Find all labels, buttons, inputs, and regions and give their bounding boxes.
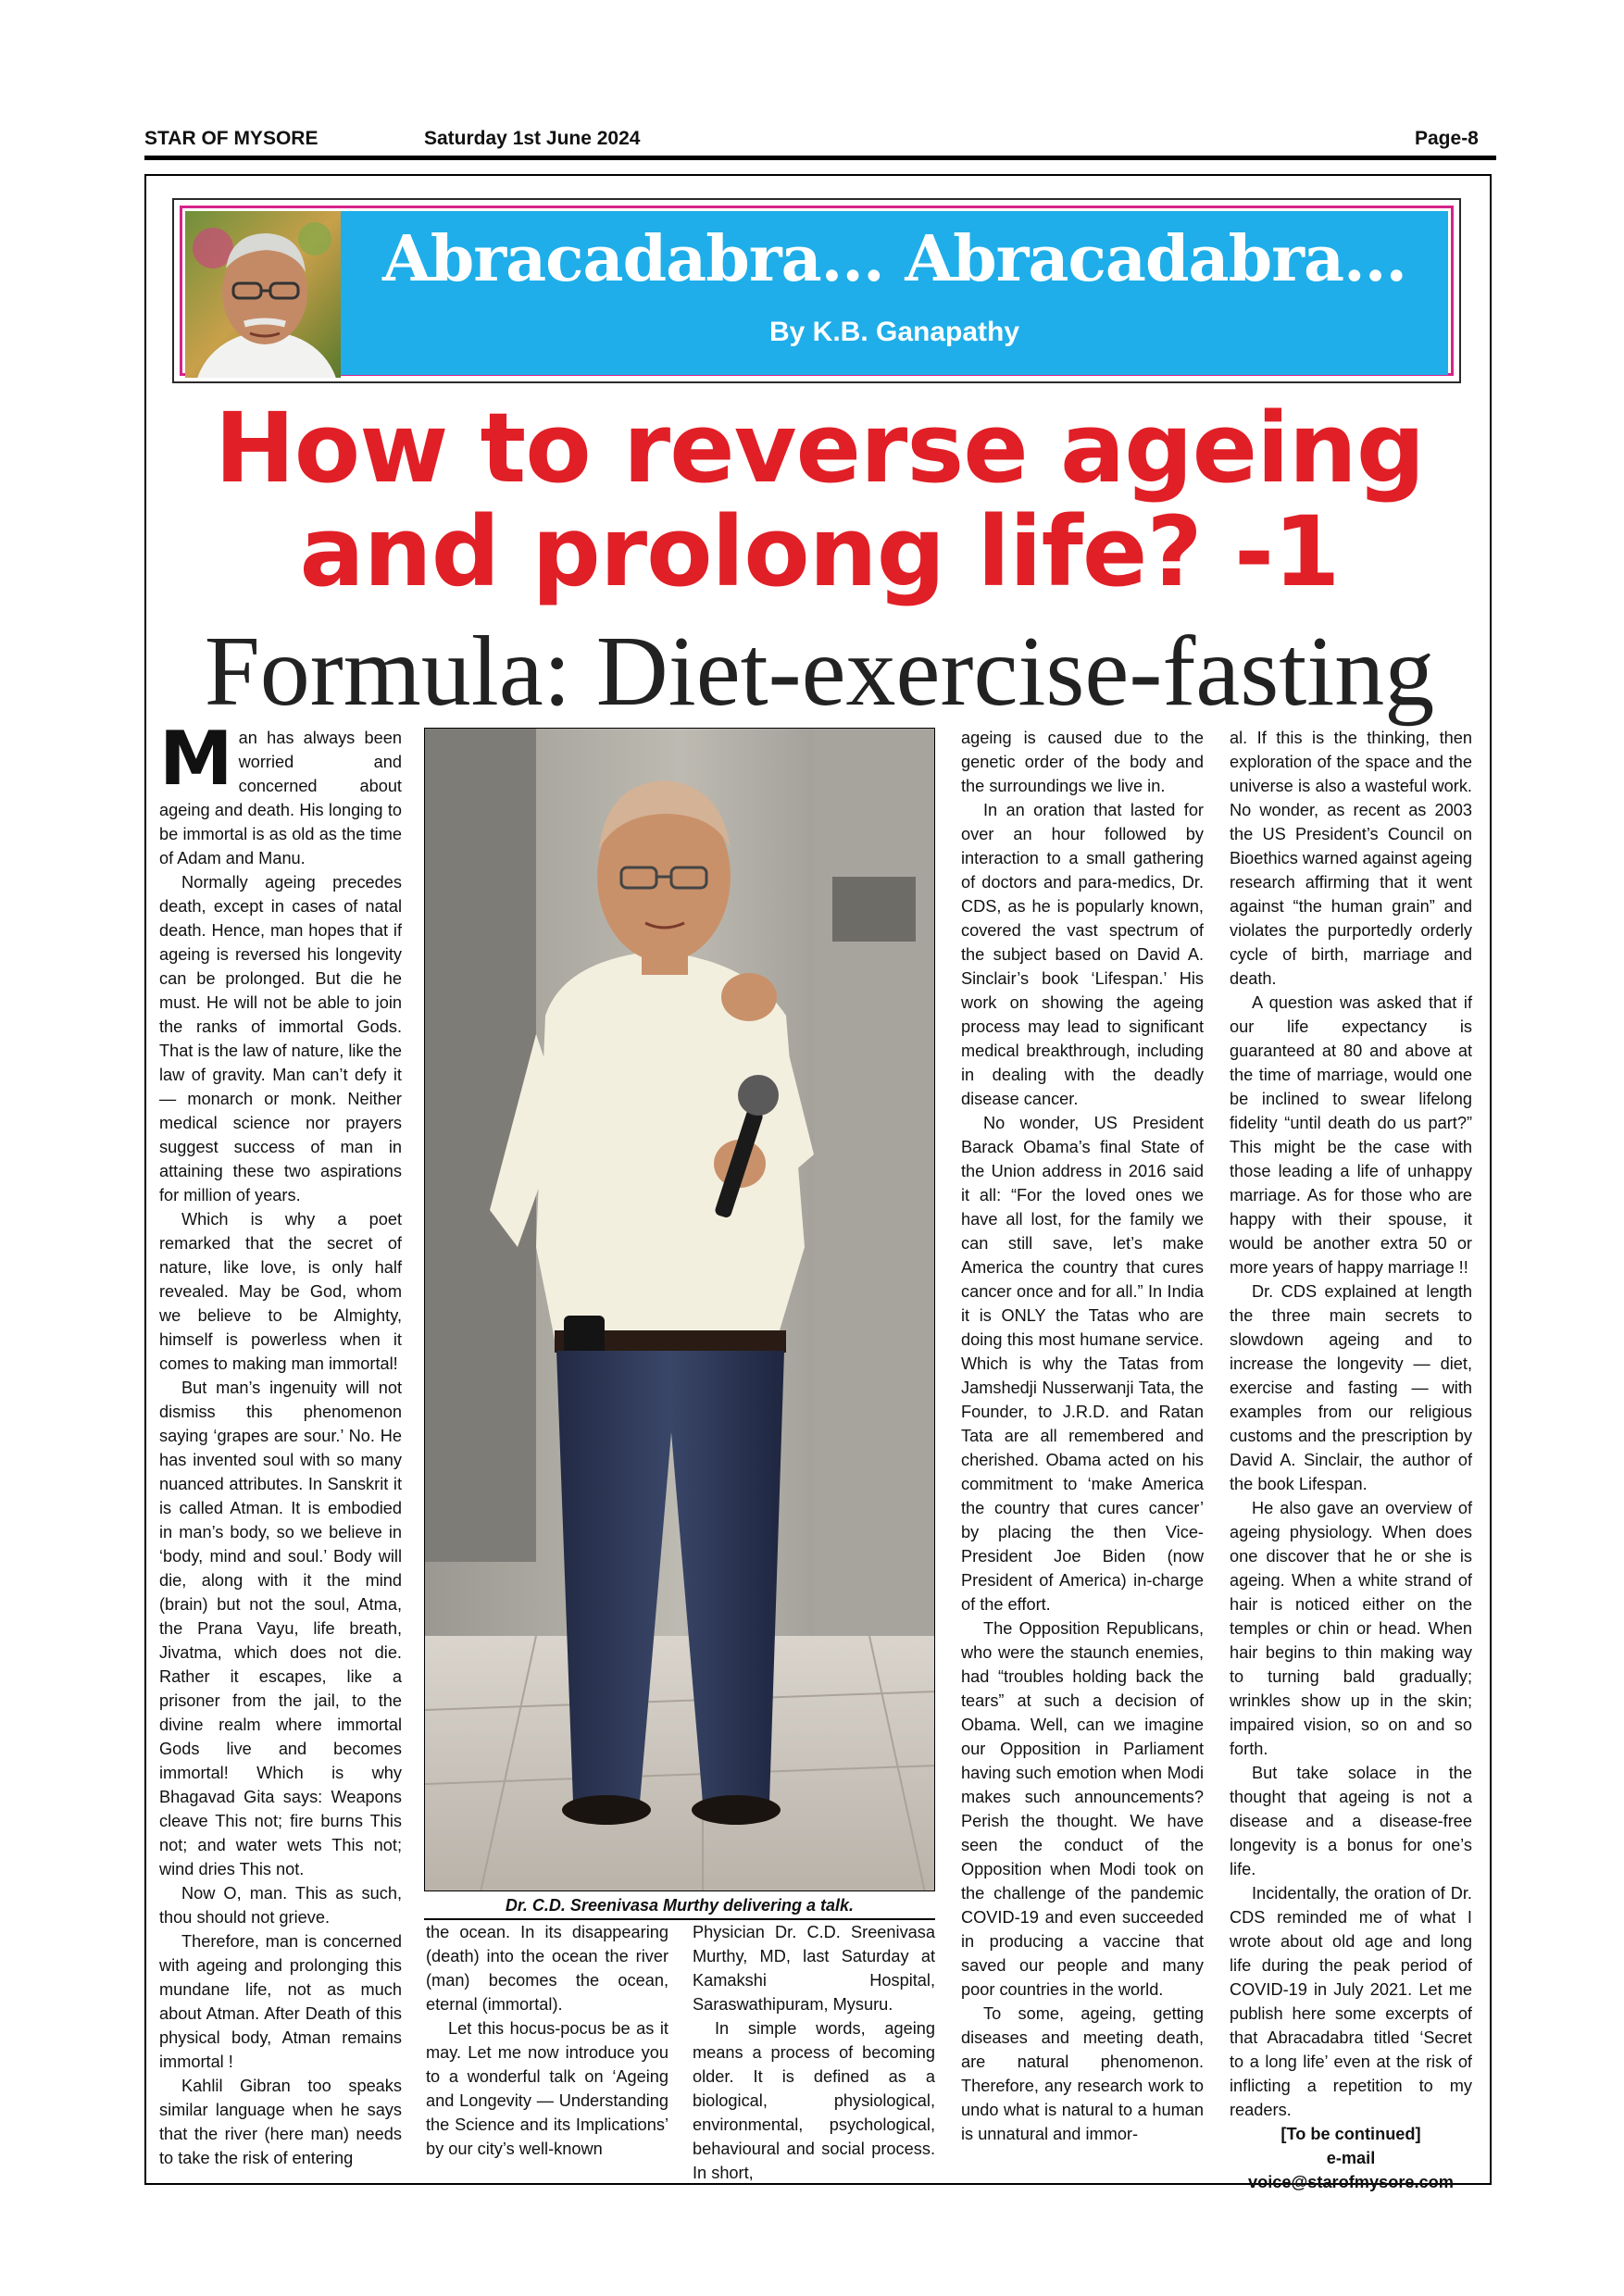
paragraph: Dr. CDS explained at length the three main secrets to slowdown ageing and to increase the longevity — diet, exercise and fasting — with examples from our religious customs and the prescription by David A. Sinclair, the author of the book Lifespan. [1230, 1282, 1472, 1493]
paragraph: ageing is caused due to the genetic order of the body and the surroundings we live in. [961, 729, 1204, 795]
text-column-1 [159, 716, 402, 2170]
author-byline: By K.B. Ganapathy [768, 317, 1020, 347]
paragraph: But man’s ingenuity will not dismiss this phenomenon saying ‘grapes are sour.’ No. He has invented soul with so many nuanced attributes. In Sanskrit it is called Atman. It is embodied in man’s body, so we believe in ‘body, mind and soul.’ Body will die, along with it the mind (brain) but not the soul, Atma, the Prana Vayu, life breath, Jivatma, which does not die. Rather it escapes, like a prisoner from the jail, to the divine realm where immortal Gods live and becomes immortal! Which is why Bhagavad Gita says: Weapons cleave This not; fire burns This not; and water wets This not; wind dries This not. [159, 1379, 402, 1878]
dropcap: M [159, 716, 233, 802]
paragraph: Normally ageing precedes death, except in cases of natal death. Hence, man hopes that if ageing is reversed his longevity can be prolonged. But die he must. He will not be able to join the ranks of immortal Gods. That is the law of nature, like the law of gravity. Man can’t defy it — monarch or monk. Neither medical science nor prayers suggest success of man in attaining these two aspirations for million of years. [159, 873, 402, 1204]
headline-line-2: and prolong life? -1 [299, 495, 1340, 608]
issue-date: Saturday 1st June 2024 [424, 128, 641, 149]
photo-caption: Dr. C.D. Sreenivasa Murthy delivering a talk. [505, 1896, 855, 1915]
text-column-5 [1230, 726, 1472, 2194]
paragraph: Which is why a poet remarked that the secret of nature, like love, is only half revealed. May be God, whom we believe to be Almighty, himself is powerless when it comes to making man immortal! [159, 1210, 402, 1373]
text-column-2 [426, 1920, 668, 2161]
email-label: e-mail [1326, 2149, 1376, 2167]
paragraph: A question was asked that if our life expectancy is guaranteed at 80 and above at the time of marriage, would one be inclined to swear lifelong fidelity “until death do us part?” This might be the case with those leading a life of unhappy marriage. As for those who are happy with their spouse, it would be another extra 50 or more years of happy marriage !! [1230, 993, 1472, 1277]
to-be-continued: [To be continued] [1280, 2125, 1421, 2143]
paragraph: an has always been worried and concerned about ageing and death. His longing to be immortal is as old as the time of Adam and Manu. [159, 729, 402, 867]
column-title: Abracadabra... Abracadabra... [381, 222, 1407, 296]
paragraph: Now O, man. This as such, thou should not grieve. [159, 1884, 402, 1927]
paragraph: No wonder, US President Barack Obama’s final State of the Union address in 2016 said it all: “For the loved ones we have all lost, for the family we can still save, let’s make America the country that cures cancer once and for all.” In India it is ONLY the Tatas who are doing this most humane service. Which is why the Tatas from Jamshedji Nusserwanji Tata, the Founder, to J.R.D. and Ratan Tata are all remembered and cherished. Obama acted on his commitment to ‘make America the country that cures cancer’ by placing the then Vice-President Joe Biden (now President of America) in-charge of the effort. [961, 1114, 1204, 1614]
speaker-photo [424, 728, 935, 1891]
paragraph: Therefore, man is concerned with ageing and prolonging this mundane life, not as much about Atman. After Death of this physical body, Atman remains immortal ! [159, 1932, 402, 2071]
paper-name: STAR OF MYSORE [144, 128, 319, 149]
paragraph: Let this hocus-pocus be as it may. Let me now introduce you to a wonderful talk on ‘Ageing and Longevity — Understanding the Science and its Implications’ by our city’s well-known [426, 2019, 668, 2158]
banner-inner-border [180, 206, 1454, 376]
paragraph: He also gave an overview of ageing physiology. When does one discover that he or she is ageing. When a white strand of hair is noticed either on the temples or chin or head. When hair begins to thin making way to turning bald gradually; wrinkles show up in the skin; impaired vision, so on and so forth. [1230, 1499, 1472, 1758]
paragraph: the ocean. In its disappearing (death) into the ocean the river (man) becomes the ocean, eternal (immortal). [426, 1923, 668, 2014]
paragraph: To some, ageing, getting diseases and meeting death, are natural phenomenon. Therefore, any research work to undo what is natural to a human is unnatural and immor- [961, 2004, 1204, 2143]
paragraph: al. If this is the thinking, then exploration of the space and the universe is also a wasteful work. No wonder, as recent as 2003 the US President’s Council on Bioethics warned against ageing research affirming that it went against “the human grain” and violates the purportedly orderly cycle of birth, marriage and death. [1230, 729, 1472, 988]
paragraph: The Opposition Republicans, who were the staunch enemies, had “troubles holding back the tears” at such a decision of Obama. Well, can we imagine our Opposition in Parliament having such emotion when Modi makes such announcements? Perish the thought. We have seen the conduct of the Opposition when Modi took on the challenge of the pandemic COVID-19 and even succeeded in producing a vaccine that saved our people and many poor countries in the world. [961, 1619, 1204, 1999]
headline-line-1: How to reverse ageing [214, 392, 1425, 505]
paragraph: Incidentally, the oration of Dr. CDS reminded me of what I wrote about old age and long life during the peak period of COVID-19 in July 2021. Let me publish here some excerpts of that Abracadabra titled ‘Secret to a long life’ even at the risk of inflicting a repetition to my readers. [1230, 1884, 1472, 2119]
masthead-rule [144, 156, 1496, 160]
text-column-4 [961, 726, 1204, 2146]
text-column-3 [693, 1920, 935, 2185]
column-banner [172, 198, 1461, 383]
paragraph: Kahlil Gibran too speaks similar language when he says that the river (here man) needs to take the risk of entering [159, 2077, 402, 2167]
email-address[interactable]: voice@starofmysore.com [1248, 2173, 1454, 2191]
author-portrait [185, 211, 341, 378]
paragraph: Physician Dr. C.D. Sreenivasa Murthy, MD, last Saturday at Kamakshi Hospital, Saraswathipuram, Mysuru. [693, 1923, 935, 2014]
paragraph: But take solace in the thought that ageing is not a disease and a disease-free longevity is a bonus for one’s life. [1230, 1764, 1472, 1878]
page-number: Page-8 [1415, 128, 1479, 149]
paragraph: In an oration that lasted for over an hour followed by interaction to a small gathering of doctors and para-medics, Dr. CDS, as he is popularly known, covered the vast spectrum of the subject based on David A. Sinclair’s book ‘Lifespan.’ His work on showing the ageing process may lead to significant medical breakthrough, including in dealing with the deadly disease cancer. [961, 801, 1204, 1108]
paragraph: In simple words, ageing means a process of becoming older. It is defined as a biological, physiological, environmental, psychological, behavioural and social process. In short, [693, 2019, 935, 2182]
banner-title-box [341, 211, 1448, 375]
subheadline: Formula: Diet-exercise-fasting [204, 617, 1435, 727]
